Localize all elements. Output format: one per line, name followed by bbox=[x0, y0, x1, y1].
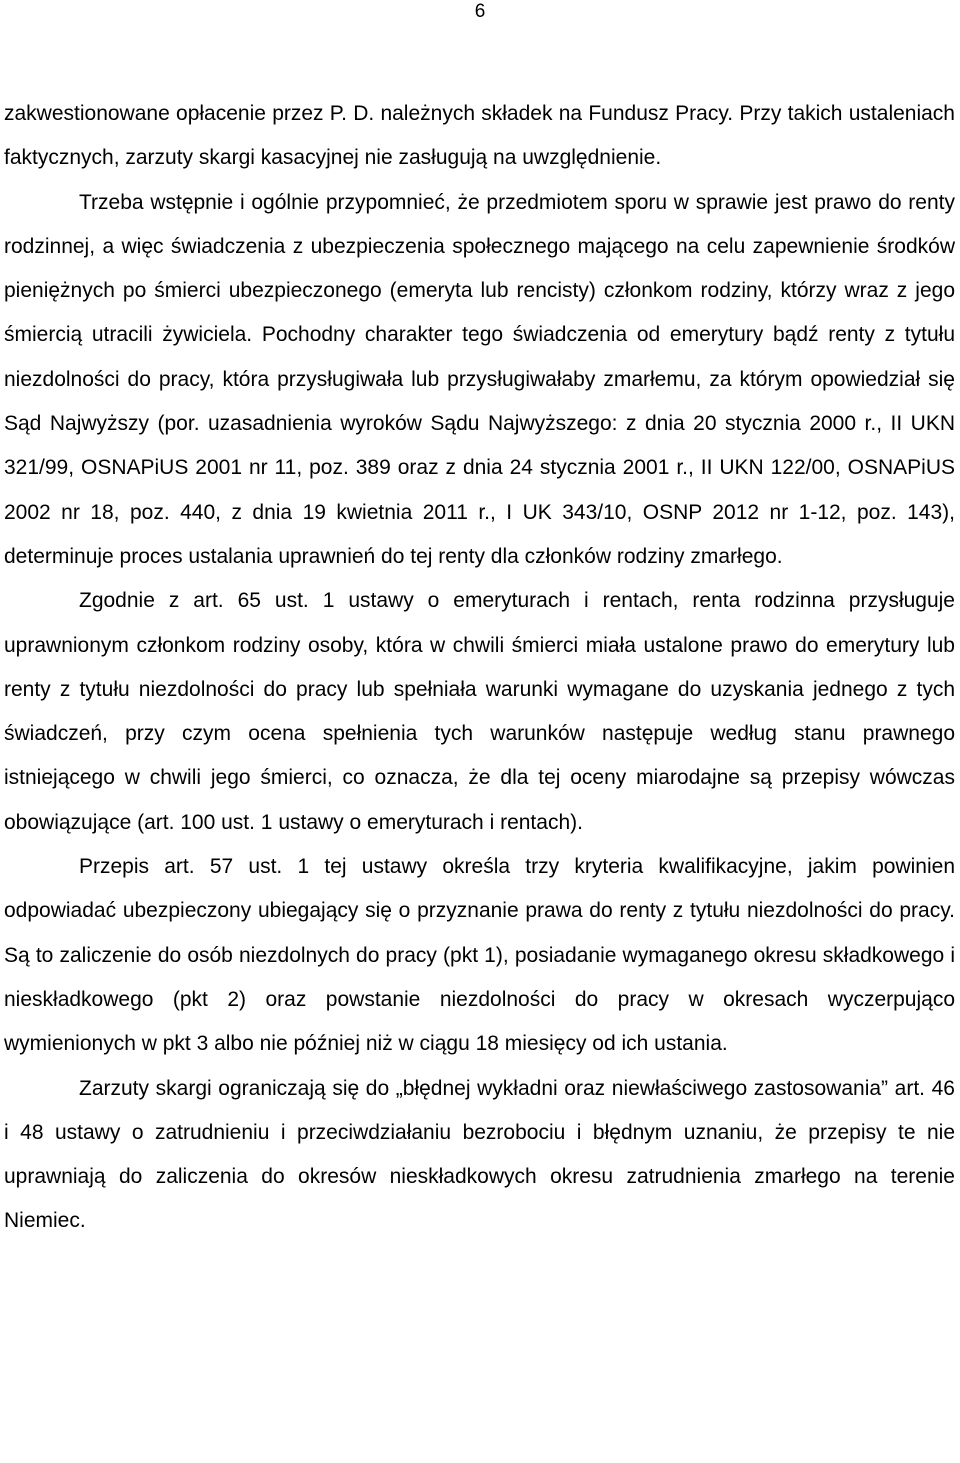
paragraph: Zgodnie z art. 65 ust. 1 ustawy o emeryturach i rentach, renta rodzinna przysługuje uprawnionym członkom rodziny osoby, która w chwili śmierci miała ustalone prawo do emerytury lub renty z tytułu niezdolności do pracy lub spełniała warunki wymagane do uzyskania jednego z tych świadczeń, przy czym ocena spełnienia tych warunków następuje według stanu prawnego istniejącego w chwili jego śmierci, co oznacza, że dla tej oceny miarodajne są przepisy wówczas obowiązujące (art. 100 ust. 1 ustawy o emeryturach i rentach). bbox=[4, 589, 955, 834]
document-body bbox=[4, 92, 955, 1244]
paragraph: Trzeba wstępnie i ogólnie przypomnieć, że przedmiotem sporu w sprawie jest prawo do renty rodzinnej, a więc świadczenia z ubezpieczenia społecznego mającego na celu zapewnienie środków pieniężnych po śmierci ubezpieczonego (emeryta lub rencisty) członkom rodziny, którzy wraz z jego śmiercią utracili żywiciela. Pochodny charakter tego świadczenia od emerytury bądź renty z tytułu niezdolności do pracy, która przysługiwała lub przysługiwałaby zmarłemu, za którym opowiedział się Sąd Najwyższy (por. uzasadnienia wyroków Sądu Najwyższego: z dnia 20 stycznia 2000 r., II UKN 321/99, OSNAPiUS 2001 nr 11, poz. 389 oraz z dnia 24 stycznia 2001 r., II UKN 122/00, OSNAPiUS 2002 nr 18, poz. 440, z dnia 19 kwietnia 2011 r., I UK 343/10, OSNP 2012 nr 1-12, poz. 143), determinuje proces ustalania uprawnień do tej renty dla członków rodziny zmarłego. bbox=[4, 190, 955, 568]
paragraph: Zarzuty skargi ograniczają się do „błędnej wykładni oraz niewłaściwego zastosowania” art. 46 i 48 ustawy o zatrudnieniu i przeciwdziałaniu bezrobociu i błędnym uznaniu, że przepisy te nie uprawniają do zaliczenia do okresów nieskładkowych okresu zatrudnienia zmarłego na terenie Niemiec. bbox=[4, 1076, 955, 1233]
page-number: 6 bbox=[474, 1, 486, 22]
paragraph: zakwestionowane opłacenie przez P. D. należnych składek na Fundusz Pracy. Przy takich ustaleniach faktycznych, zarzuty skargi kasacyjnej nie zasługują na uwzględnienie. bbox=[4, 102, 955, 170]
paragraph: Przepis art. 57 ust. 1 tej ustawy określa trzy kryteria kwalifikacyjne, jakim powinien odpowiadać ubezpieczony ubiegający się o przyznanie prawa do renty z tytułu niezdolności do pracy. Są to zaliczenie do osób niezdolnych do pracy (pkt 1), posiadanie wymaganego okresu składkowego i nieskładkowego (pkt 2) oraz powstanie niezdolności do pracy w okresach wyczerpująco wymienionych w pkt 3 albo nie później niż w ciągu 18 miesięcy od ich ustania. bbox=[4, 855, 955, 1056]
